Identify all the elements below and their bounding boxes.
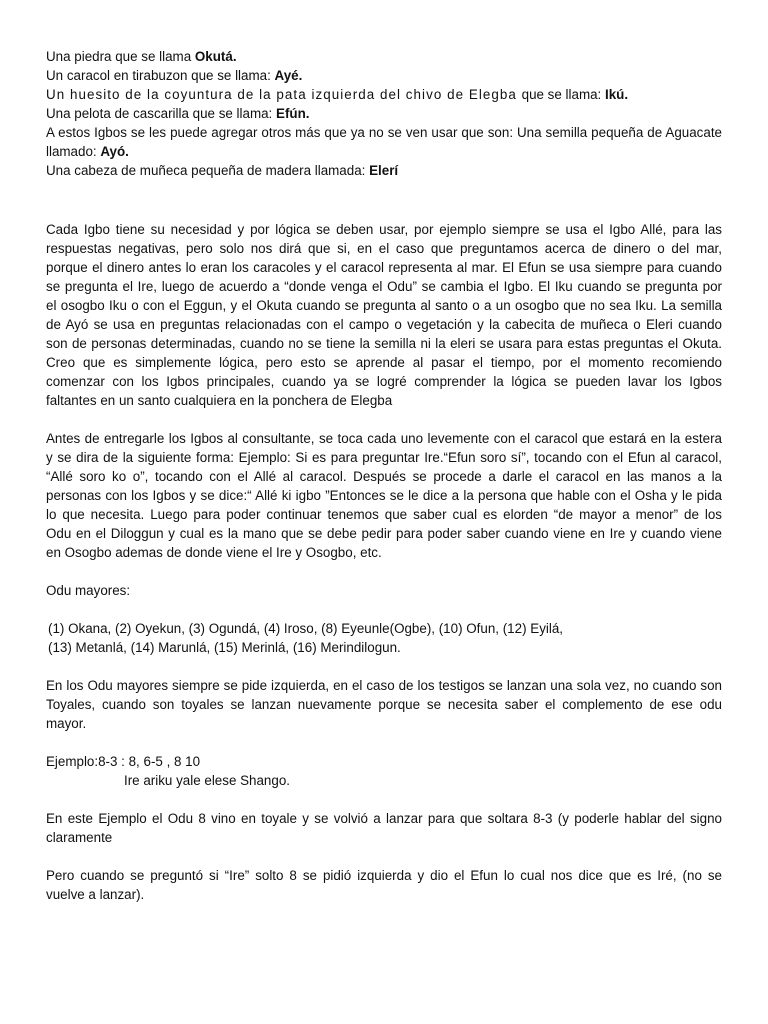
intro-bold: Elerí	[369, 163, 399, 178]
intro-bold: Okutá.	[194, 49, 237, 64]
intro-line	[46, 66, 722, 85]
odu-list-line: (13) Metanlá, (14) Marunlá, (15) Merinlá, (16) Merindilogun.	[48, 640, 401, 655]
paragraph-example-explanation	[46, 809, 722, 847]
intro-text: que se llama:	[521, 87, 605, 102]
intro-line	[46, 47, 722, 66]
paragraph-line: Antes de entregarle los Igbos al consultante, se toca cada uno levemente con el caracol que estará en la estera	[46, 431, 722, 446]
intro-text: A estos Igbos se les puede agregar otros más que ya no se ven usar que son: Una semilla pequeña de Aguacate	[46, 125, 722, 140]
paragraph-line: En los Odu mayores siempre se pide izquierda, en el caso de los testigos se lanzan una sola vez, no cuando son	[46, 678, 722, 693]
paragraph-igbo-delivery	[46, 429, 722, 562]
paragraph-line: “Allé soro ko o”, tocando con el Allé al caracol. Después se procede a darle el caracol en las manos a la	[46, 469, 722, 484]
document-page	[46, 47, 722, 904]
paragraph-line: porque el dinero antes lo eran los caracoles y el caracol representa al mar. El Efun se usa siempre para cuando	[46, 260, 722, 275]
paragraph-ire-question	[46, 866, 722, 904]
paragraph-line: son de personas determinadas, cuando no se tiene la semilla ni la eleri se usara para estas preguntas el Okuta.	[46, 336, 722, 351]
example-line: Ejemplo:8-3 : 8, 6-5 , 8 10	[46, 754, 201, 769]
intro-line	[46, 85, 722, 104]
paragraph-line: Toyales, cuando son toyales se lanzan nuevamente porque se necesita saber el complemento de ese odu	[46, 697, 722, 712]
paragraph-line: lo que necesita. Luego para poder continuar tenemos que saber cual es elorden “de mayor a menor” de los	[46, 507, 722, 522]
paragraph-line: se pregunta el Ire, luego de acuerdo a “donde venga el Odu” se cambia el Igbo. El Iku cuando se pregunta por	[46, 279, 722, 294]
intro-bold: Ayé.	[274, 68, 303, 83]
spacer	[46, 562, 722, 581]
spacer	[46, 847, 722, 866]
paragraph-line: y se dira de la siguiente forma: Ejemplo: Si es para preguntar Ire.“Efun soro sí”, tocando con el Efun al caracol,	[46, 450, 722, 465]
spacer	[46, 180, 722, 220]
intro-bold: Efún.	[276, 106, 310, 121]
spacer	[46, 600, 722, 619]
paragraph-line: de Ayó se usa en preguntas relacionadas con el campo o vegetación y la cabecita de muñeca o Eleri cuando	[46, 317, 722, 332]
paragraph-odu-mayores	[46, 676, 722, 733]
spacer	[46, 410, 722, 429]
intro-text: llamado:	[46, 144, 101, 159]
paragraph-line: En este Ejemplo el Odu 8 vino en toyale y se volvió a lanzar para que soltara 8-3 (y poderle hablar del signo	[46, 811, 722, 826]
paragraph-igbo-usage	[46, 220, 722, 410]
intro-line	[46, 161, 722, 180]
paragraph-line: el osogbo Iku o con el Eggun, y el Okuta cuando se pregunta al santo o a un osogbo que no sea Iku. La semilla	[46, 298, 722, 313]
paragraph-line: Creo que es simplemente lógica, pero esto se aprende al pasar el tiempo, por el momento recomiendo	[46, 355, 722, 370]
paragraph-line: respuestas negativas, pero solo nos dirá que si, en el caso que preguntamos acerca de dinero o del mar,	[46, 241, 722, 256]
paragraph-line: claramente	[46, 830, 113, 845]
odu-list-line: (1) Okana, (2) Oyekun, (3) Ogundá, (4) Iroso, (8) Eyeunle(Ogbe), (10) Ofun, (12) Eyilá,	[48, 621, 564, 636]
paragraph-line: faltantes en un santo cualquiera en la ponchera de Elegba	[46, 393, 393, 408]
intro-text: Una cabeza de muñeca pequeña de madera llamada:	[46, 163, 370, 178]
intro-line	[46, 123, 722, 142]
spacer	[46, 733, 722, 752]
paragraph-line: personas con los Igbos y se dice:“ Allé ki igbo ”Entonces se le dice a la persona que hable con el Osha y le pida	[46, 488, 722, 503]
intro-line	[46, 142, 722, 161]
intro-text: Un huesito de la coyuntura de la pata izquierda del chivo de Elegba	[46, 87, 522, 102]
paragraph-line: comenzar con los Igbos principales, cuando ya se logré comprender la lógica se pueden lavar los Igbos	[46, 374, 722, 389]
section-heading: Odu mayores:	[46, 583, 131, 598]
paragraph-line: en Osogbo ademas de donde viene el Ire y Osogbo, etc.	[46, 545, 382, 560]
spacer	[46, 657, 722, 676]
intro-text: Una piedra que se llama	[46, 49, 195, 64]
example-block	[46, 752, 722, 790]
intro-line	[46, 104, 722, 123]
paragraph-line: vuelve a lanzar).	[46, 887, 145, 902]
intro-text: Un caracol en tirabuzon que se llama:	[46, 68, 275, 83]
intro-bold: Ikú.	[605, 87, 629, 102]
spacer	[46, 790, 722, 809]
example-subline: Ire ariku yale elese Shango.	[124, 773, 290, 788]
paragraph-line: Pero cuando se preguntó si “Ire” solto 8 se pidió izquierda y dio el Efun lo cual nos dice que es Iré, (no se	[46, 868, 722, 883]
paragraph-line: Odu en el Diloggun y cual es la mano que se debe pedir para poder saber cuando viene en Ire y cuando viene	[46, 526, 722, 541]
intro-list	[46, 47, 722, 180]
paragraph-line: mayor.	[46, 716, 87, 731]
intro-text: Una pelota de cascarilla que se llama:	[46, 106, 277, 121]
paragraph-line: Cada Igbo tiene su necesidad y por lógica se deben usar, por ejemplo siempre se usa el Igbo Allé, para las	[46, 222, 722, 237]
intro-bold: Ayó.	[100, 144, 129, 159]
odu-list	[46, 619, 722, 657]
odu-heading	[46, 581, 722, 600]
